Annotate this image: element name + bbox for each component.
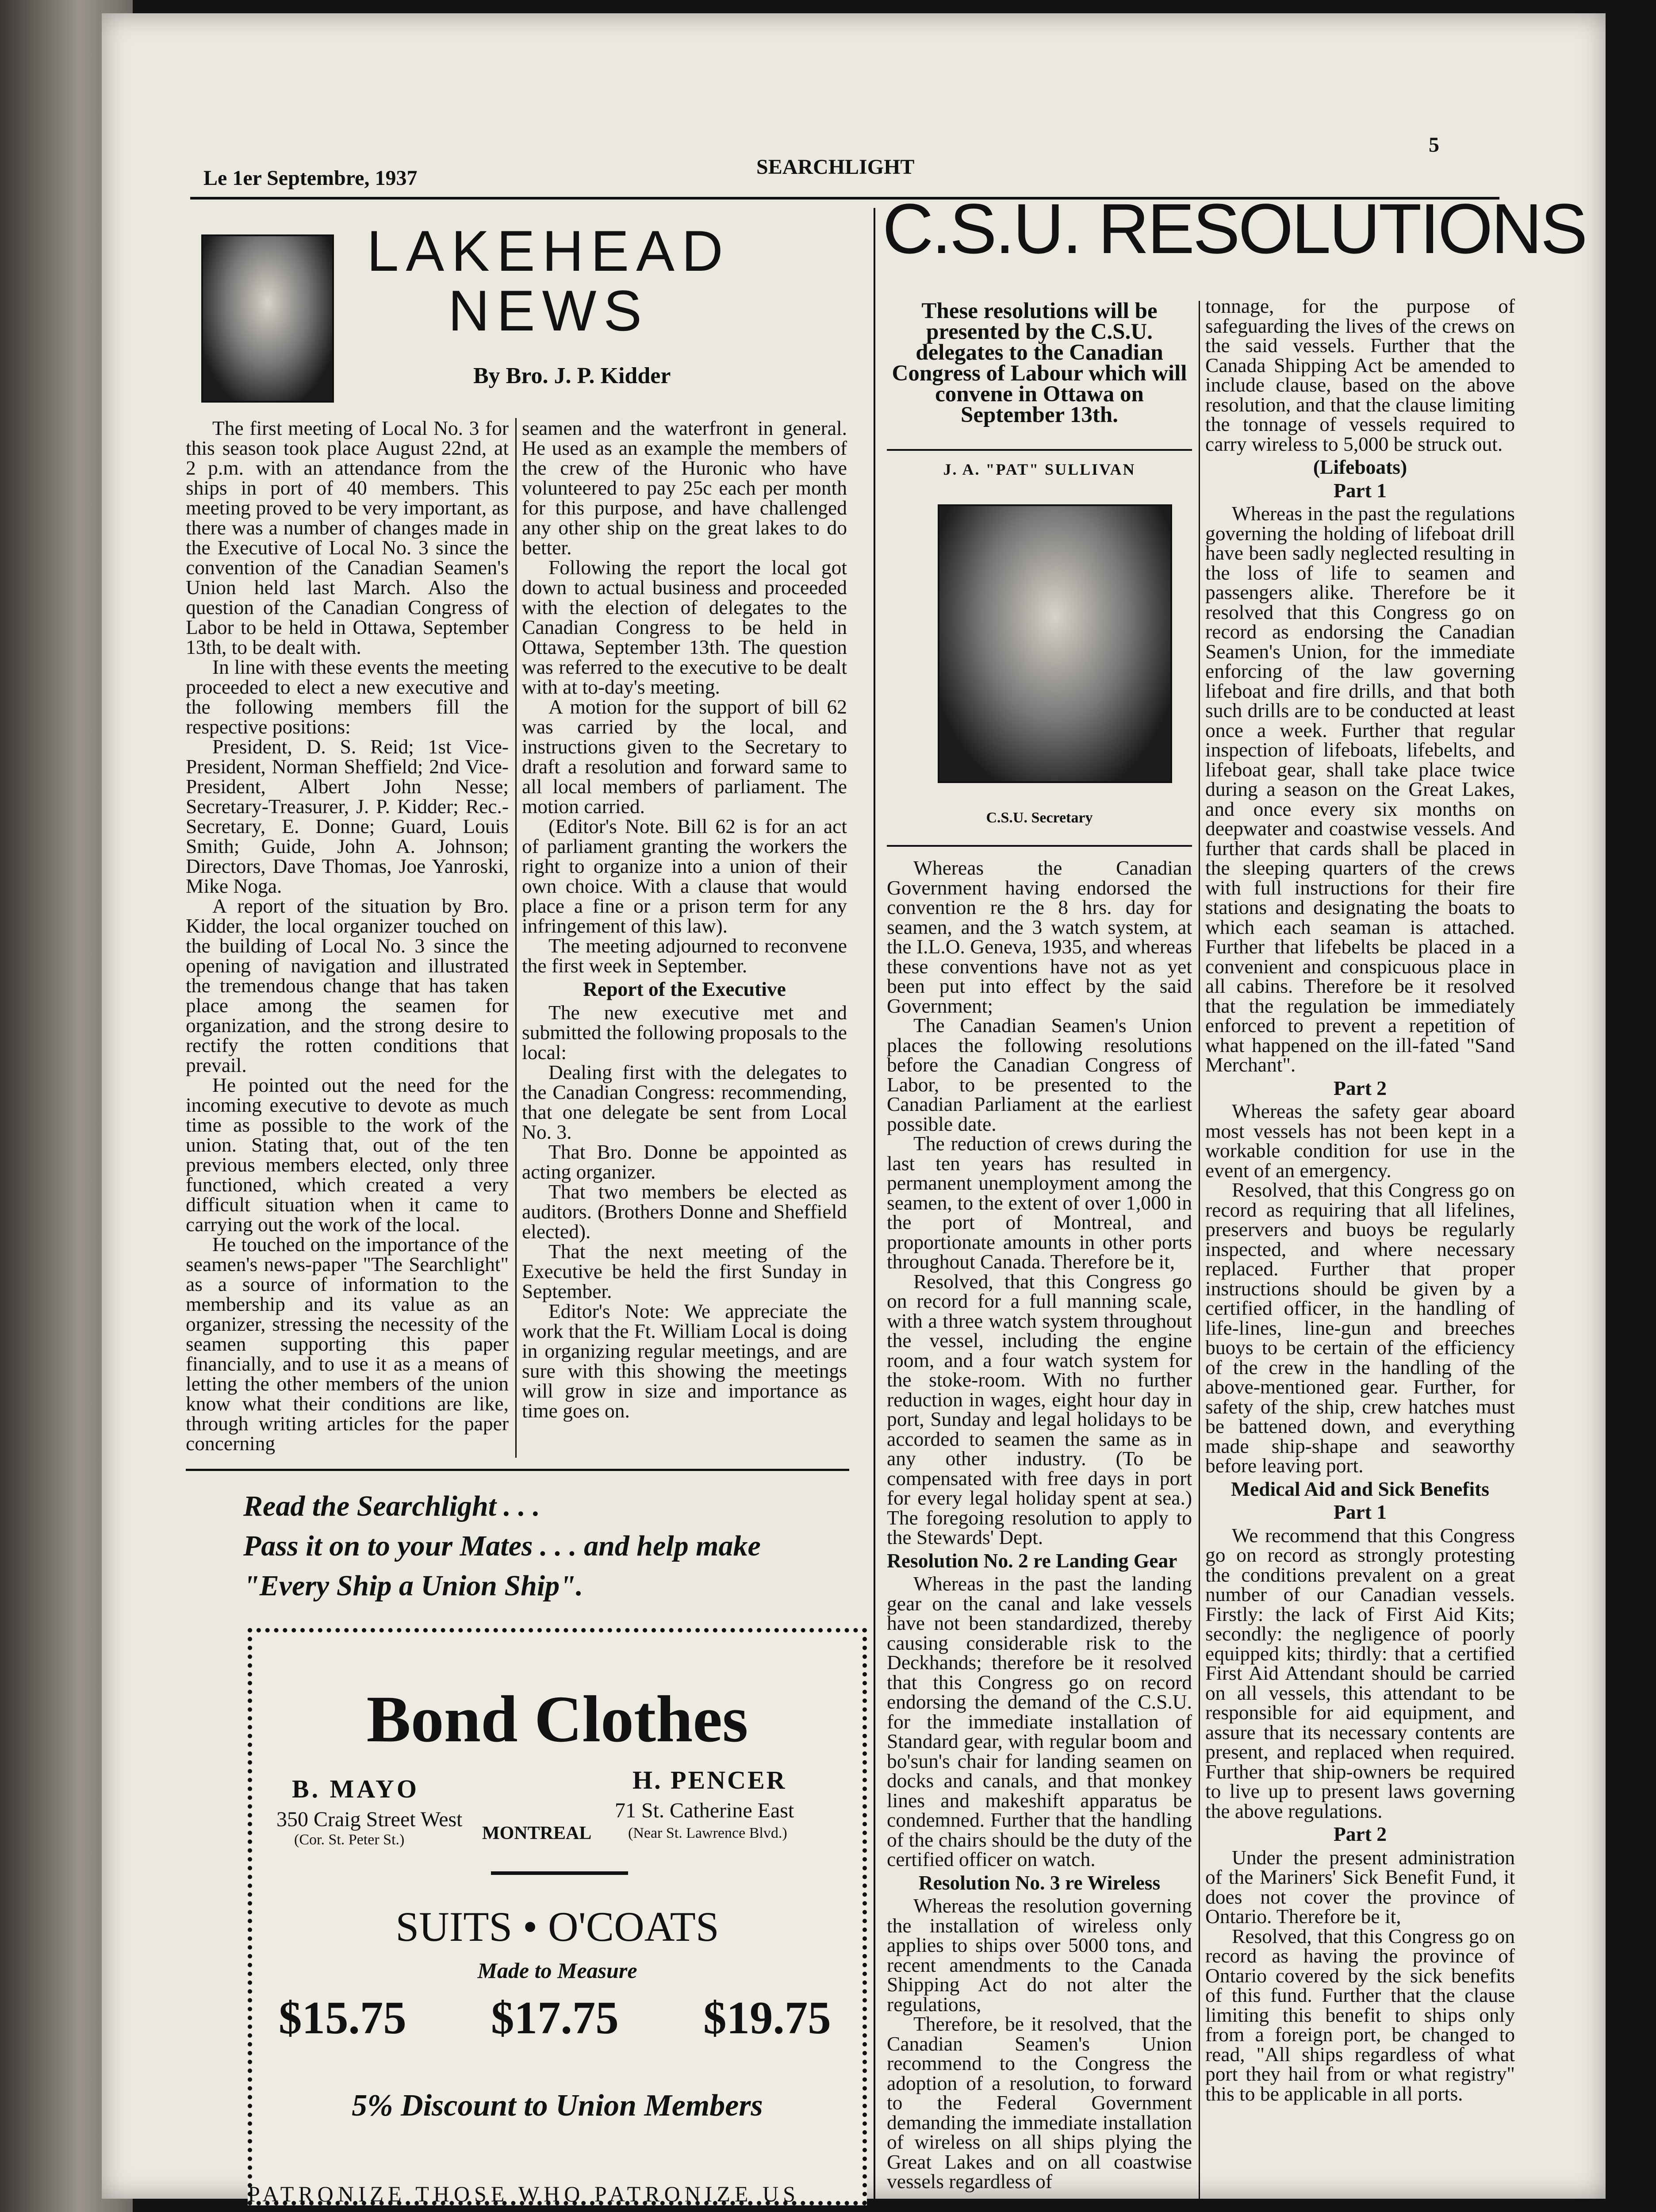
medical-heading: Medical Aid and Sick Benefits [1231,1477,1489,1500]
bond-clothes-ad [248,1628,867,2205]
kidder-portrait [201,234,334,403]
ad-right-note: (Near St. Lawrence Blvd.) [628,1825,787,1841]
lakehead-para: A motion for the support of bill 62 was carried by the local, and instructions given to the Secretary to draft a resolution and forward same to all local members of parliament. The motion carried. [522,695,847,818]
intro-rule [887,449,1192,451]
lakehead-para: That two members be elected as auditors. (Brothers Donne and Sheffield elected). [522,1180,847,1243]
csu-para: Whereas the resolution governing the installation of wireless only applies to ships over 5000 tons, and recent amendments to the Canada Shipping Act do not alter the regulations, [887,1894,1192,2016]
ad-discount: 5% Discount to Union Members [352,2089,763,2123]
csu-para: Whereas in the past the landing gear on the canal and lake vessels have not been standardized, thereby causing considerable risk to the Deckhands; therefore be it resolved that this Congress go on record endorsing the demand of the C.S.U. for the immediate installation of Standard gear, with regular boom and bo'sun's chair for landing seamen on docks and canals, and that monkey lines and makeshift apparatus be condemned. Further that the handling of the chairs should be the duty of the certified officer on watch. [887,1572,1192,1870]
ad-left-name: B. MAYO [292,1774,419,1803]
lifeboats-heading: (Lifeboats) [1313,456,1407,478]
ad-right-name: H. PENCER [632,1766,787,1794]
ad-left-address: 350 Craig Street West [276,1808,463,1831]
ad-suits: SUITS • O'COATS [395,1903,719,1950]
csu-intro: These resolutions will be presented by the C.S.U. delegates to the Canadian Congress of Labour which will convene in Ottawa on September 13th. [892,299,1187,427]
promo-line2: Pass it on to your Mates . . . and help make [243,1530,761,1562]
column-rule [1199,301,1200,2212]
photo-name: J. A. "PAT" SULLIVAN [943,461,1136,478]
csu-para: Therefore, be it resolved, that the Canadian Seamen's Union recommend to the Congress the adoption of a resolution, to forward to the Federal Government demanding the immediate installation of wireless on all ships plying the Great Lakes and on all coastwise vessels regardless of [887,2012,1192,2193]
medical-part2: Part 2 [1333,1823,1387,1845]
lakehead-para: That Bro. Donne be appointed as acting organizer. [522,1141,847,1183]
lakehead-para: Following the report the local got down to actual business and proceeded with the election of delegates to the Canadian Congress to be held in Ottawa, September 13th. The question was referred to the executive to be dealt with at to-day's meeting. [522,556,847,698]
lakehead-para: In line with these events the meeting proceeded to elect a new executive and the following members fill the respective positions: [186,656,509,738]
csu-column-3 [887,858,1192,2192]
photo-rule [887,845,1192,847]
column-rule [515,418,517,1458]
csu-para: Resolved, that this Congress go on record for a full manning scale, with a three watch system throughout the vessel, including the engine room, and a four watch system for the stoke-room. With no further reduction in wages, eight hour day in port, Sunday and legal holidays to be accorded to seamen the same as in any other industry. (To be compensated with free days in port for every legal holiday spent at sea.) The foregoing resolution to apply to the Stewards' Dept. [887,1270,1192,1548]
ad-title: Bond Clothes [366,1682,748,1756]
lakehead-para: (Editor's Note. Bill 62 is for an act of parliament granting the workers the right to organize into a union of their own choice. With a clause that would place a fine or a prison term for any infringement of this law). [522,815,847,937]
report-heading: Report of the Executive [583,978,786,1000]
ad-price-3: $19.75 [703,1992,831,2043]
sullivan-portrait [938,504,1172,783]
lifeboats-part2: Part 2 [1333,1076,1387,1099]
section-rule [874,208,875,2212]
lakehead-para: He touched on the importance of the seamen's news-paper "The Searchlight" as a source of information to the membership and its value as an organizer, stressing the necessity of the seamen supporting this paper financially, and to use it as a means of letting the other members of the union know what their conditions are like, through writing articles for the paper concerning [186,1233,509,1455]
lakehead-para: The meeting adjourned to reconvene the first week in September. [522,934,847,977]
lakehead-para: A report of the situation by Bro. Kidder, the local organizer touched on the building of Local No. 3 since the opening of navigation and illustrated the tremendous change that has taken place among the seamen for organization, and the strong desire to rectify the rotten conditions that prevail. [186,895,509,1076]
lakehead-para: The first meeting of Local No. 3 for this season took place August 22nd, at 2 p.m. with an attendance from the ships in port of 40 members. This meeting proved to be very important, as there was a number of changes made in the Executive of Local No. 3 since the convention of the Canadian Seamen's Union held last March. Also the question of the Canadian Congress of Labor to be held in Ottawa, September 13th, to be dealt with. [186,417,509,658]
resolution-2-heading: Resolution No. 2 re Landing Gear [887,1549,1177,1572]
lakehead-para: Dealing first with the delegates to the Canadian Congress: recommending, that one delegate be sent from Local No. 3. [522,1061,847,1143]
lakehead-para: The new executive met and submitted the following proposals to the local: [522,1001,847,1064]
csu-para: Whereas the Canadian Government having endorsed the convention re the 8 hrs. day for seamen, and the 3 watch system, at the I.L.O. Geneva, 1935, and whereas these conventions have not as yet been put into effect by the said Government; [887,856,1192,1017]
lakehead-title-line2: NEWS [448,278,649,343]
lakehead-para: He pointed out the need for the incoming executive to devote as much time as possible to the work of the union. Stating that, out of the ten previous members elected, only three functioned, which created a very difficult situation when it came to carrying out the work of the local. [186,1074,509,1236]
csu-para: Under the present administration of the Mariners' Sick Benefit Fund, it does not cover the province of Ontario. Therefore be it, [1205,1846,1515,1928]
ad-right-address: 71 St. Catherine East [615,1799,794,1822]
ad-divider [491,1871,628,1875]
lakehead-column-1 [186,418,509,1453]
searchlight-promo [243,1486,854,1606]
csu-para: tonnage, for the purpose of safeguarding the lives of the crews on the said vessels. Further that the Canada Shipping Act be amended to include clause, based on the above resolution, and that the clause limiting the tonnage of vessels required to carry wireless to 5,000 be struck out. [1205,295,1515,455]
csu-para: The Canadian Seamen's Union places the following resolutions before the Canadian Congress of Labor, to be presented to the Canadian Parliament at the earliest possible date. [887,1014,1192,1135]
lakehead-para: President, D. S. Reid; 1st Vice-President, Norman Sheffield; 2nd Vice-President, Albert John Nesse; Secretary-Treasurer, J. P. Kidder; Rec.-Secretary, E. Donne; Guard, Louis Smith; Guide, John A. Johnson; Directors, Dave Thomas, Joe Yanroski, Mike Noga. [186,735,509,897]
paper-name: SEARCHLIGHT [756,155,915,179]
csu-title: C.S.U. RESOLUTIONS [882,189,1586,268]
lakehead-byline: By Bro. J. P. Kidder [473,363,671,388]
lakehead-para: That the next meeting of the Executive be held the first Sunday in September. [522,1240,847,1302]
lakehead-end-rule [186,1469,849,1471]
csu-para: Resolved, that this Congress go on record as having the province of Ontario covered by the sick benefits of this fund. Further that the clause limiting this benefit to ships only from a foreign port, be changed to read, "All ships regardless of what port they hail from or what registry" this to be applicable in all ports. [1205,1924,1515,2105]
ad-left-note: (Cor. St. Peter St.) [294,1832,405,1848]
medical-part1: Part 1 [1333,1501,1387,1523]
footer-slogan: PATRONIZE THOSE WHO PATRONIZE US [248,2181,800,2206]
lakehead-title-line1: LAKEHEAD [367,219,730,283]
photo-caption: C.S.U. Secretary [986,810,1093,826]
page-number: 5 [1429,133,1439,157]
csu-para: The reduction of crews during the last ten years has resulted in permanent unemployment among the seamen, to the extent of over 1,000 in the port of Montreal, and proportionate amounts in other ports throughout Canada. Therefore be it, [887,1132,1192,1273]
promo-line3: "Every Ship a Union Ship". [243,1570,583,1602]
csu-column-4 [1205,296,1515,2104]
ad-city: MONTREAL [482,1823,592,1843]
ad-price-1: $15.75 [279,1992,406,2043]
resolution-3-heading: Resolution No. 3 re Wireless [918,1871,1161,1894]
issue-date: Le 1er Septembre, 1937 [203,166,418,190]
ad-made-to-measure: Made to Measure [477,1958,637,1983]
lakehead-column-2 [522,418,847,1421]
ad-price-2: $17.75 [491,1992,619,2043]
csu-para: Resolved, that this Congress go on record as requiring that all lifelines, preservers and buoys be regularly inspected, and where necessary replaced. Further that proper instructions should be given by a certified officer, in the handling of life-lines, line-gun and breeches buoys to be certain of the efficiency of the crew in the handling of the above-mentioned gear. Further, for safety of the ship, crew hatches must be battened down, and everything made ship-shape and seaworthy before leaving port. [1205,1179,1515,1477]
csu-para: Whereas the safety gear aboard most vessels has not been kept in a workable condition for use in the event of an emergency. [1205,1100,1515,1182]
csu-para: We recommend that this Congress go on record as strongly protesting the conditions prevalent on a great number of our Canadian vessels. Firstly: the lack of First Aid Kits; secondly: the negligence of poorly equipped kits; thirdly: that a certified First Aid Attendant should be carried on all vessels, this attendant to be responsible for aid equipment, and assure that its necessary contents are present, and replaced when required. Further that ship-owners be required to live up to present laws governing the above regulations. [1205,1524,1515,1822]
newspaper-page [102,13,1606,2206]
csu-para: Whereas in the past the regulations governing the holding of lifeboat drill have been sadly neglected resulting in the loss of life to seamen and passengers alike. Therefore be it resolved that this Congress go on record as endorsing the Canadian Seamen's Union, for the immediate enforcing of the law governing lifeboat and fire drills, and that both such drills are to be conducted at least once a week. Further that regular inspection of lifeboats, lifebelts, and lifeboat gear, shall take place twice during a season on the Great Lakes, and once every six months on deepwater and coastwise vessels. And further that cards shall be placed in the sleeping quarters of the crews with full instructions for their fire stations and designating the boats to which each seaman is attached. Further that lifebelts be placed in a convenient and conspicuous place in all cabins. Therefore be it resolved that the regulation be immediately enforced to prevent a repetition of what happened on the ill-fated "Sand Merchant". [1205,502,1515,1076]
lakehead-para: Editor's Note: We appreciate the work that the Ft. William Local is doing in organizing regular meetings, and are sure with this showing the meetings will grow in size and importance as time goes on. [522,1300,847,1422]
lifeboats-part1: Part 1 [1333,479,1387,502]
promo-line1: Read the Searchlight . . . [243,1490,540,1522]
lakehead-para: seamen and the waterfront in general. He used as an example the members of the crew of the Huronic who have volunteered to pay 25c each per month for this purpose, and have challenged any other ship on the great lakes to do better. [522,417,847,559]
